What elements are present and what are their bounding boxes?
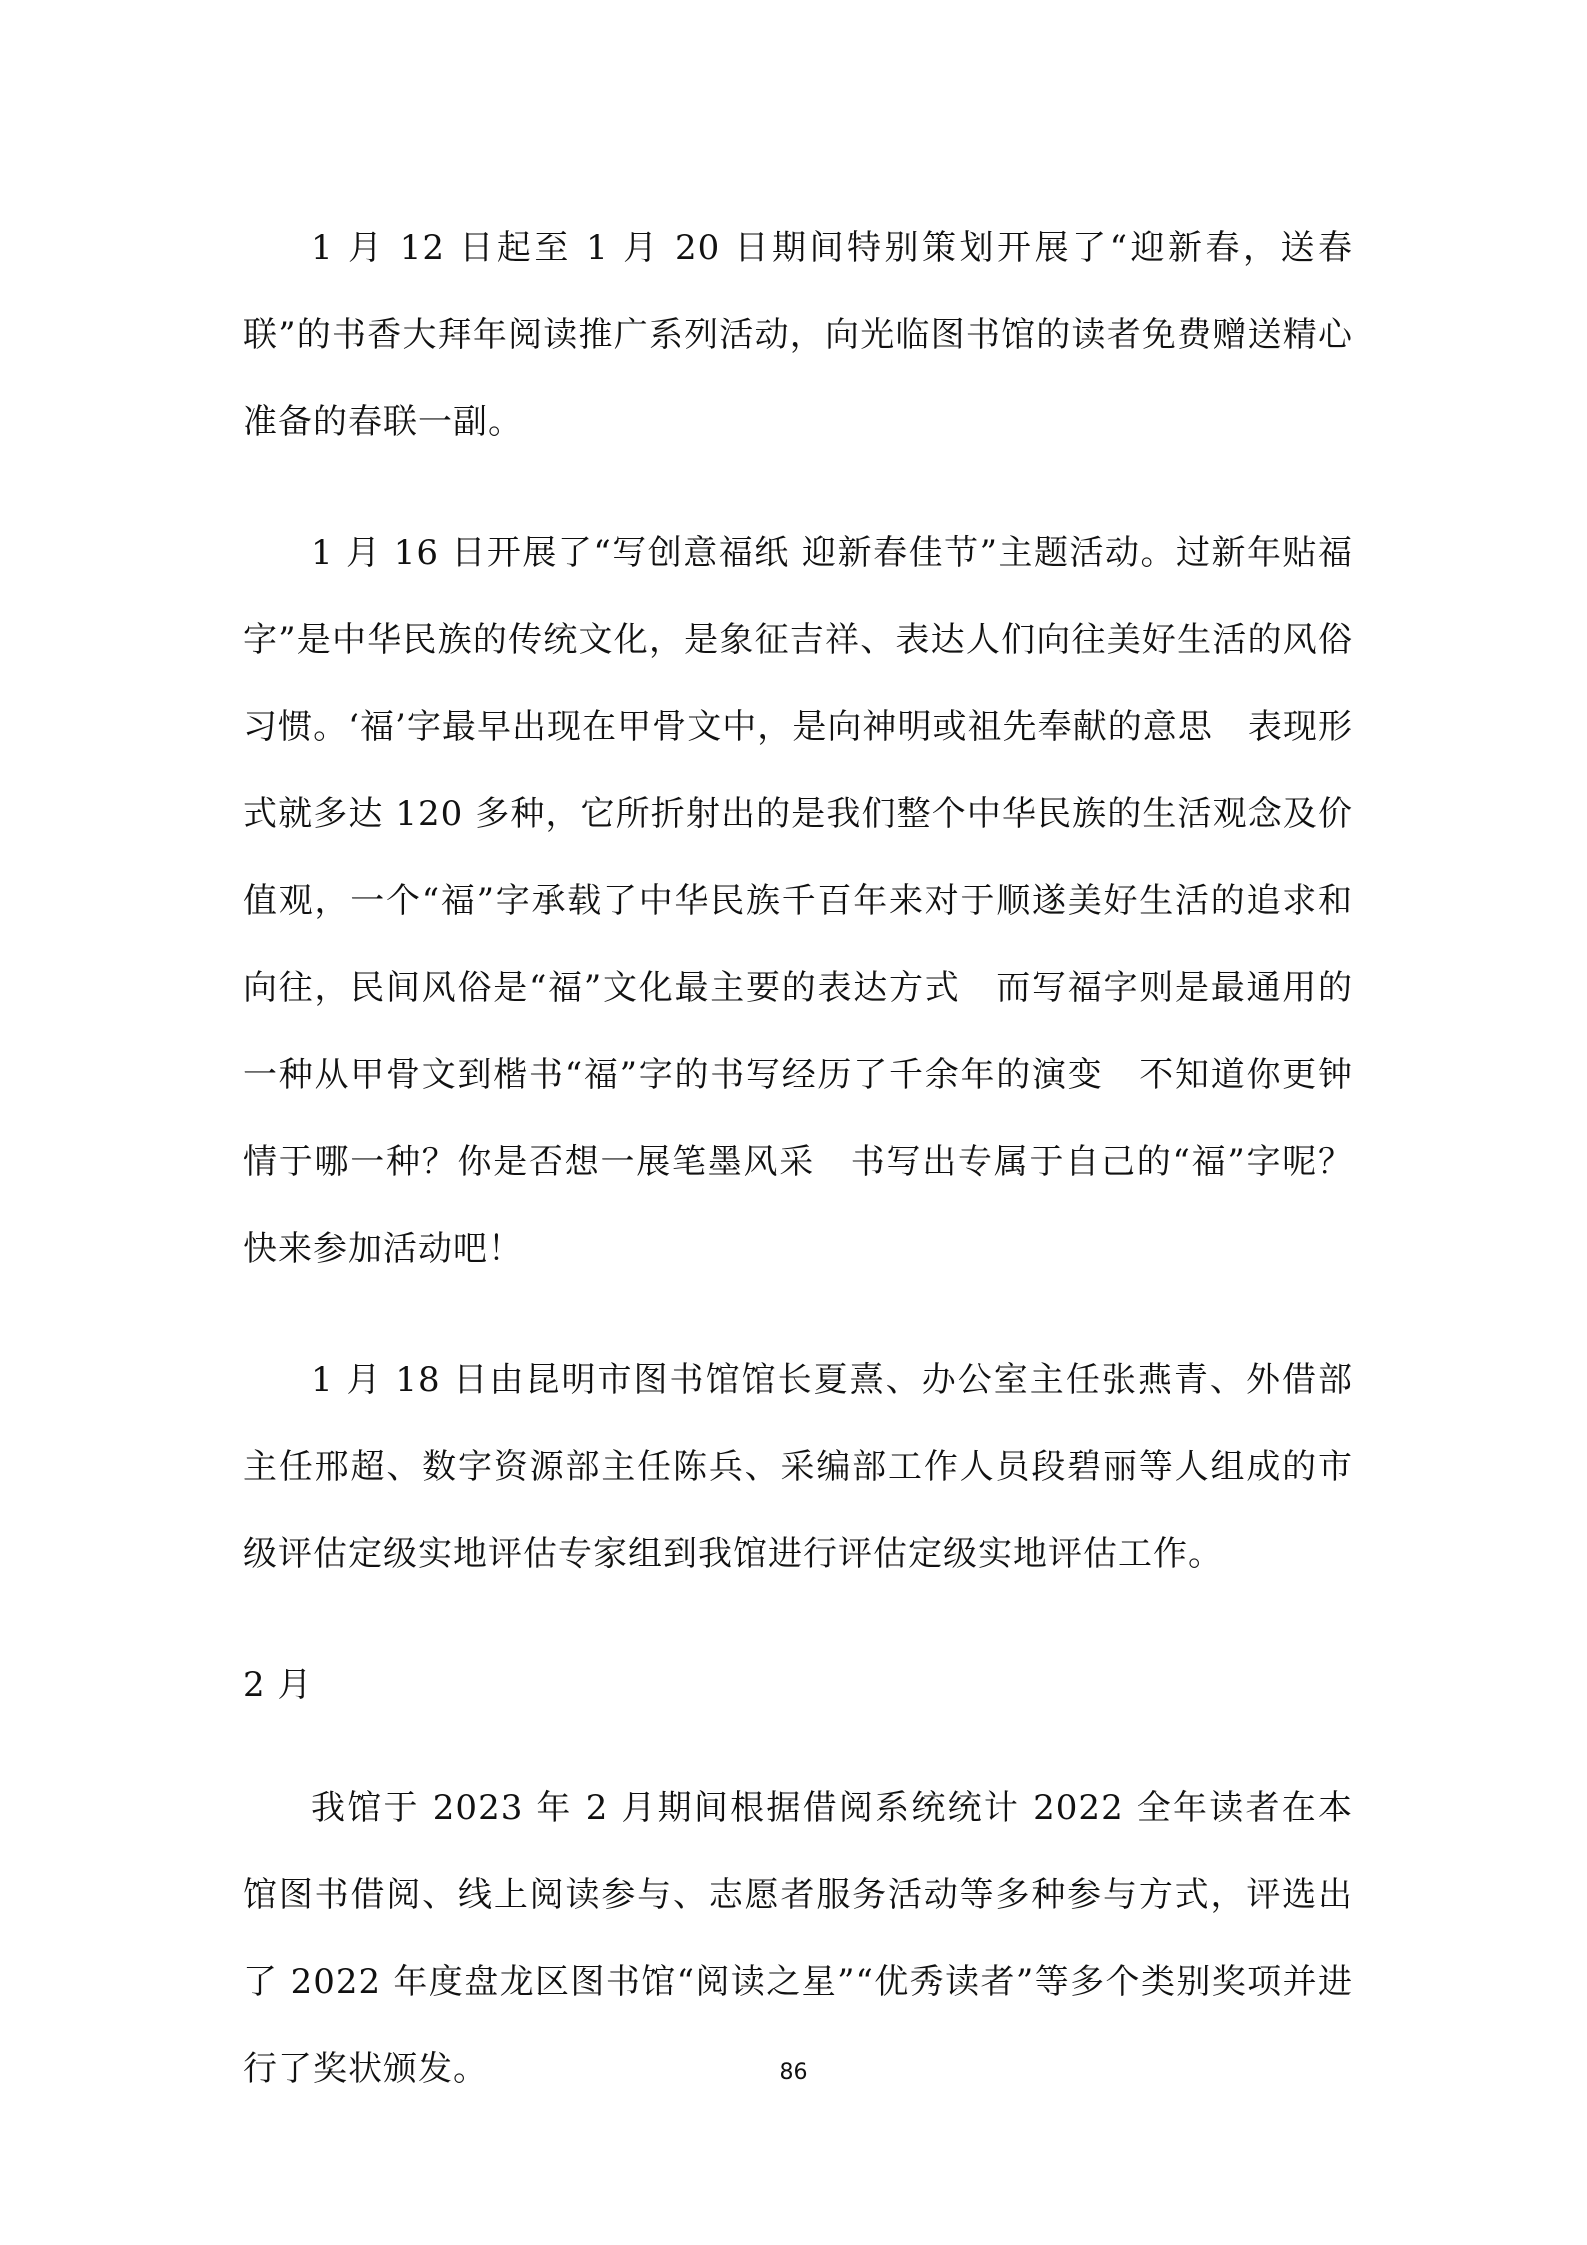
paragraph-fu-character-activity: 1 月 16 日开展了“写创意福纸 迎新春佳节”主题活动。过新年贴福字”是中华民族的传统文化，是象征吉祥、表达人们向往美好生活的风俗习惯。‘福’字最早出现在甲骨文中，是向神明或祖先奉献的意思 表现形式就多达 120 多种，它所折射出的是我们整个中华民族的生活观念及价值观，一个“福”字承载了中华民族千百年来对于顺遂美好生活的追求和向往，民间风俗是“福”文化最主要的表达方式 而写福字则是最通用的一种从甲骨文到楷书“福”字的书写经历了千余年的演变 不知道你更钟情于哪一种？你是否想一展笔墨风采 书写出专属于自己的“福”字呢？ 快来参加活动吧！ <box>243 533 1388 1269</box>
paragraph-evaluation-team: 1 月 18 日由昆明市图书馆馆长夏熹、办公室主任张燕青、外借部主任邢超、数字资源部主任陈兵、采编部工作人员段碧丽等人组成的市级评估定级实地评估专家组到我馆进行评估定级实地评估工作。 <box>243 1360 1353 1574</box>
paragraph-spring-couplets: 1 月 12 日起至 1 月 20 日期间特别策划开展了“迎新春，送春联”的书香大拜年阅读推广系列活动，向光临图书馆的读者免费赠送精心准备的春联一副。 <box>243 228 1353 442</box>
section-heading-february: 2 月 <box>243 1665 313 1705</box>
page-number: 86 <box>779 2060 808 2085</box>
paragraph-reading-star-awards: 我馆于 2023 年 2 月期间根据借阅系统统计 2022 全年读者在本馆图书借阅、线上阅读参与、志愿者服务活动等多种参与方式，评选出了 2022 年度盘龙区图书馆“阅读之星”“优秀读者”等多个类别奖项并进行了奖状颁发。 <box>243 1788 1353 2089</box>
page-body <box>243 205 1388 2157</box>
